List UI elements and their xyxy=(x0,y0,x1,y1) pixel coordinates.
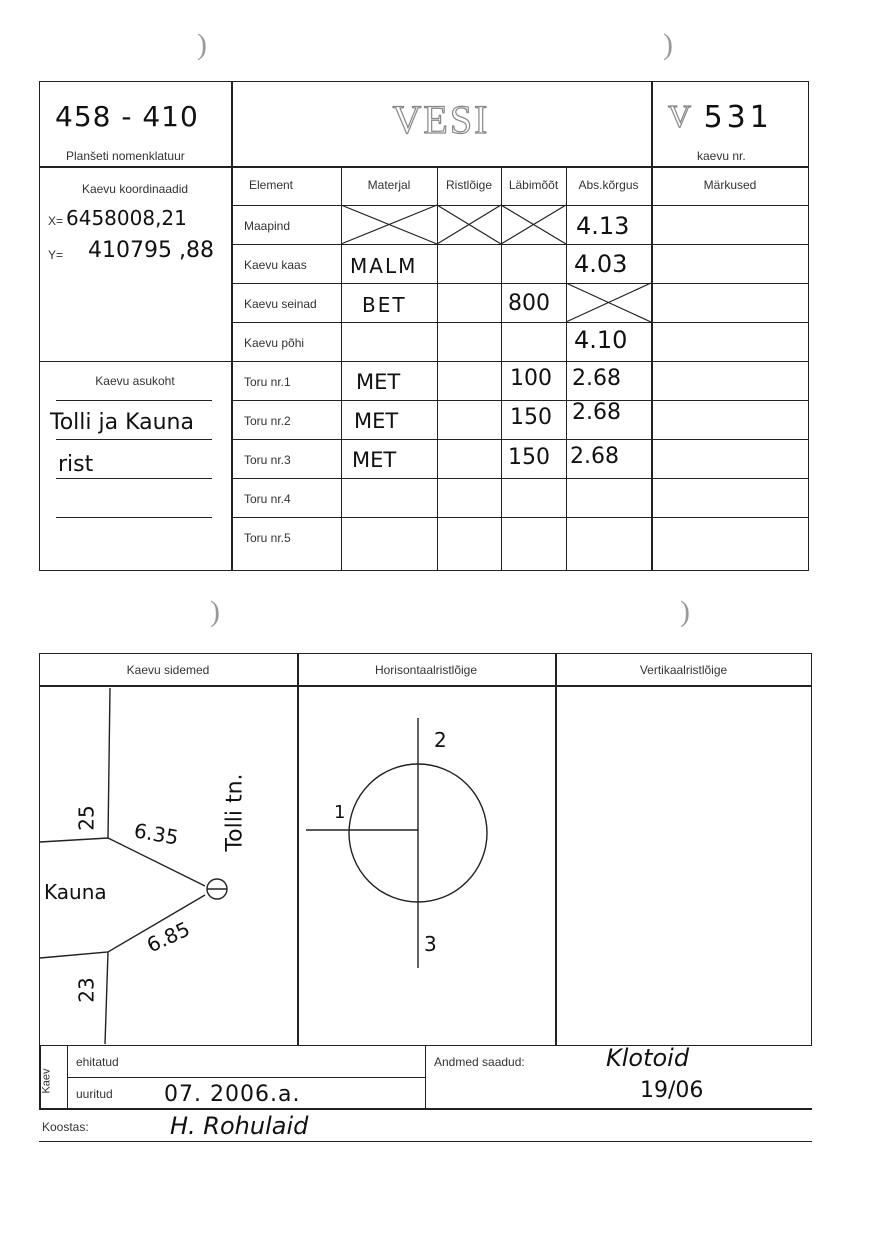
abs-korgus-value: 2.68 xyxy=(572,400,621,425)
header-labimoot: Läbimõõt xyxy=(508,178,559,192)
header-ristloige: Ristlõige xyxy=(445,178,493,192)
binder-hole-mark: ) xyxy=(663,28,673,61)
y-coordinate: 410795 ,88 xyxy=(88,238,214,263)
connections-header: Kaevu sidemed xyxy=(126,663,210,677)
pipe-label-3: 3 xyxy=(424,932,437,956)
location-line-2: rist xyxy=(58,452,94,477)
horizontal-section-header: Horisontaalristlõige xyxy=(374,663,478,677)
location-label: Kaevu asukoht xyxy=(95,374,175,388)
page-title: VESI xyxy=(392,97,490,142)
row-element: Toru nr.3 xyxy=(244,453,291,467)
well-prefix: V xyxy=(668,98,694,134)
header-materjal: Materjal xyxy=(367,178,411,192)
sketch-label-23: 23 xyxy=(74,977,99,1003)
sketch-street-tolli: Tolli tn. xyxy=(222,773,248,852)
header-element: Element xyxy=(248,178,294,192)
data-received-signature: Klotoid xyxy=(606,1044,690,1072)
row-element: Toru nr.5 xyxy=(244,531,291,545)
location-line-1: Tolli ja Kauna xyxy=(50,410,194,435)
binder-hole-mark: ) xyxy=(197,28,207,61)
x-coordinate: 6458008,21 xyxy=(66,206,187,230)
uuritud-label: uuritud xyxy=(76,1087,113,1101)
sheet-nomenclature-label: Planšeti nomenklatuur xyxy=(66,149,185,163)
header-markused: Märkused xyxy=(703,178,757,192)
horizontal-section-drawing xyxy=(306,718,487,968)
materjal-value: BET xyxy=(362,293,407,317)
compiled-by-label: Koostas: xyxy=(42,1120,89,1134)
sketch-label-25: 25 xyxy=(74,805,99,831)
ehitatud-label: ehitatud xyxy=(76,1055,119,1069)
labimoot-value: 150 xyxy=(510,405,552,430)
abs-korgus-value: 4.03 xyxy=(574,250,628,278)
materjal-value: MET xyxy=(352,448,397,472)
coordinates-label: Kaevu koordinaadid xyxy=(81,182,189,196)
row-element: Toru nr.2 xyxy=(244,414,291,428)
sketch-label-635: 6.35 xyxy=(132,818,181,850)
labimoot-value: 150 xyxy=(508,445,550,470)
abs-korgus-value: 2.68 xyxy=(570,444,619,469)
labimoot-value: 800 xyxy=(508,291,550,316)
materjal-value: MET xyxy=(356,370,401,394)
row-element: Maapind xyxy=(244,219,291,233)
sketch-street-kauna: Kauna xyxy=(44,880,107,904)
y-label: Y= xyxy=(48,248,64,262)
sketch-label-685: 6.85 xyxy=(143,916,194,958)
abs-korgus-value: 4.10 xyxy=(574,326,628,354)
row-element: Kaevu kaas xyxy=(244,258,307,272)
well-number-label: kaevu nr. xyxy=(697,149,746,163)
abs-korgus-value: 2.68 xyxy=(572,366,621,391)
row-element: Toru nr.4 xyxy=(244,492,291,506)
pipe-label-1: 1 xyxy=(334,802,346,823)
sheet-number: 458 - 410 xyxy=(55,100,199,133)
row-element: Kaevu seinad xyxy=(244,297,317,311)
abs-korgus-value: 4.13 xyxy=(576,212,630,240)
compiled-by-value: H. Rohulaid xyxy=(170,1112,309,1140)
row-element: Kaevu põhi xyxy=(244,336,305,350)
binder-hole-mark: ) xyxy=(680,595,690,628)
labimoot-value: 100 xyxy=(510,366,552,391)
x-label: X= xyxy=(48,214,64,228)
data-received-date: 19/06 xyxy=(640,1078,704,1103)
pipe-label-2: 2 xyxy=(434,728,447,752)
well-number-value: 531 xyxy=(703,100,773,135)
binder-hole-mark: ) xyxy=(210,595,220,628)
row-element: Toru nr.1 xyxy=(244,375,291,389)
data-received-label: Andmed saadud: xyxy=(434,1055,525,1069)
uuritud-value: 07. 2006.a. xyxy=(164,1082,301,1107)
vertical-section-header: Vertikaalristlõige xyxy=(639,663,728,677)
header-abs-korgus: Abs.kõrgus xyxy=(578,178,639,192)
kaev-label: Kaev xyxy=(40,1068,53,1094)
materjal-value: MALM xyxy=(350,254,418,278)
materjal-value: MET xyxy=(354,409,399,433)
